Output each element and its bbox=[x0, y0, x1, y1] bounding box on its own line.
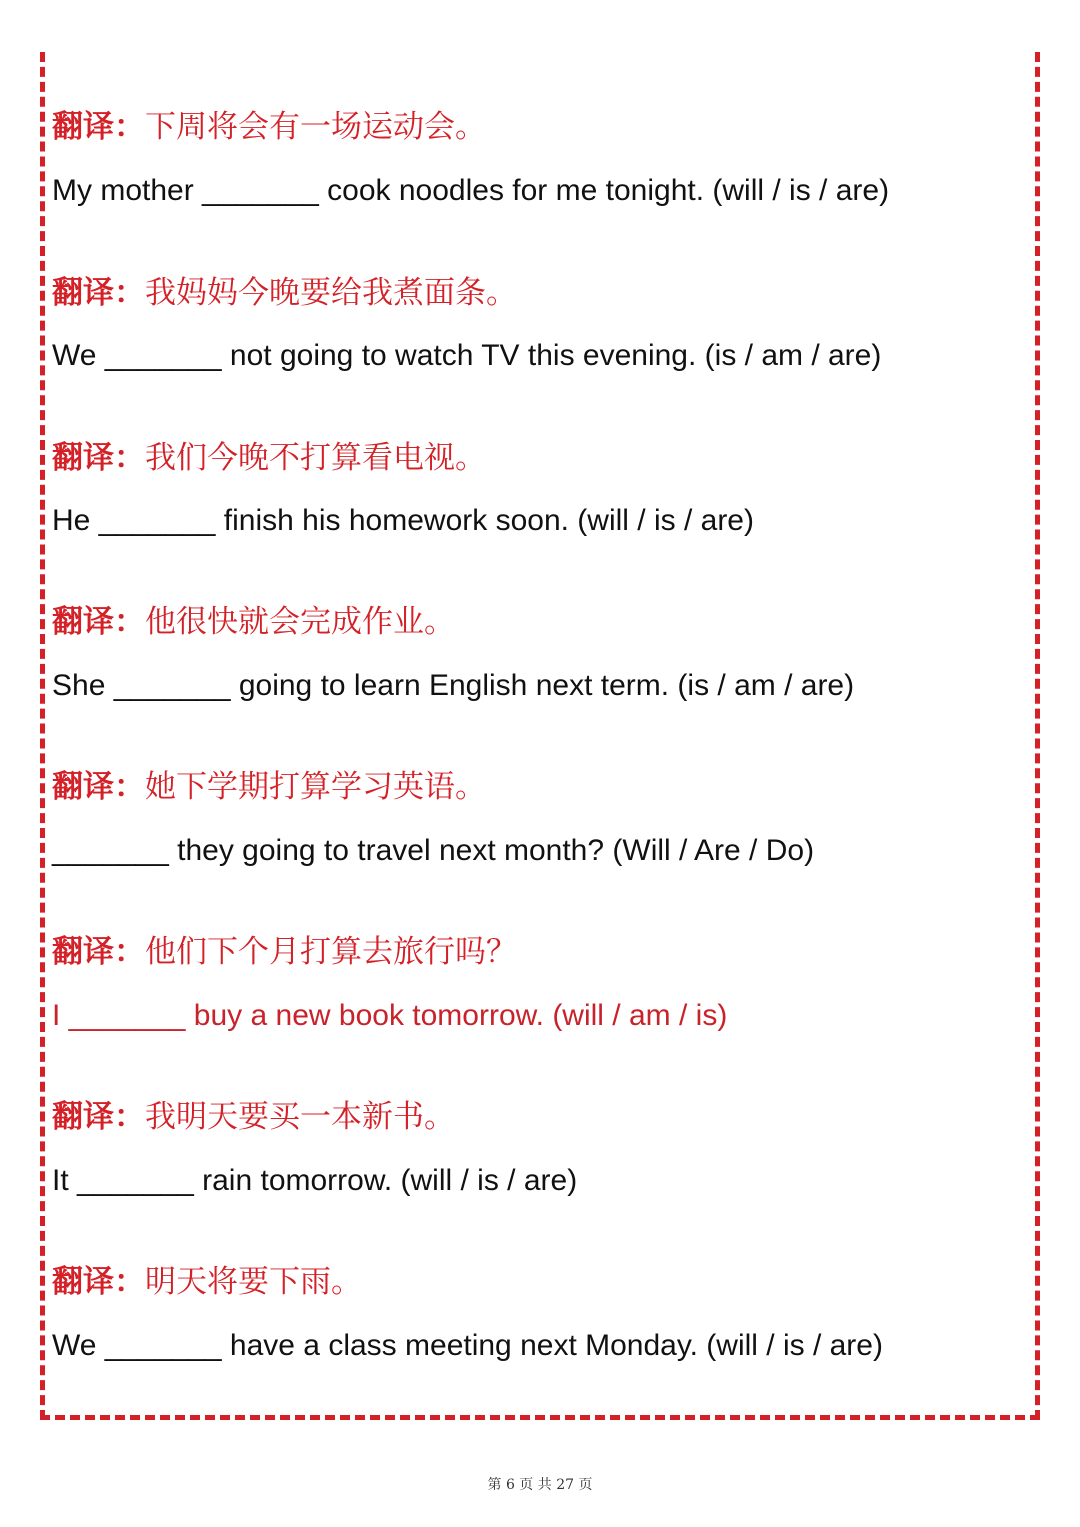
translation-line-2 bbox=[52, 277, 517, 308]
page-number-footer: 第 6 页 共 27 页 bbox=[487, 1477, 593, 1493]
exercise-sentence-8: We _______ have a class meeting next Monday. (will / is / are) bbox=[52, 1329, 883, 1362]
exercise-sentence-6: I _______ buy a new book tomorrow. (will / am / is) bbox=[52, 999, 728, 1032]
exercise-sentence-5: _______ they going to travel next month? (Will / Are / Do) bbox=[52, 834, 815, 867]
translation-text: 她下学期打算学习英语。 bbox=[145, 769, 486, 804]
dashed-border-frame bbox=[40, 52, 1040, 1420]
translation-text: 我妈妈今晚要给我煮面条。 bbox=[145, 275, 517, 310]
exercise-sentence-7: It _______ rain tomorrow. (will / is / are) bbox=[52, 1164, 578, 1197]
translation-text: 他们下个月打算去旅行吗？ bbox=[145, 934, 517, 969]
translation-label: 翻译： bbox=[52, 440, 145, 475]
translation-label: 翻译： bbox=[52, 1099, 145, 1134]
translation-text: 我明天要买一本新书。 bbox=[145, 1099, 455, 1134]
translation-text: 明天将要下雨。 bbox=[145, 1264, 362, 1299]
exercise-sentence-2: We _______ not going to watch TV this evening. (is / am / are) bbox=[52, 339, 882, 372]
translation-label: 翻译： bbox=[52, 275, 145, 310]
translation-line-5 bbox=[52, 771, 486, 802]
translation-line-3 bbox=[52, 442, 486, 473]
translation-text: 我们今晚不打算看电视。 bbox=[145, 440, 486, 475]
translation-line-1 bbox=[52, 111, 486, 142]
translation-label: 翻译： bbox=[52, 1264, 145, 1299]
translation-text: 下周将会有一场运动会。 bbox=[145, 109, 486, 144]
translation-line-7 bbox=[52, 1101, 455, 1132]
translation-label: 翻译： bbox=[52, 109, 145, 144]
exercise-sentence-4: She _______ going to learn English next term. (is / am / are) bbox=[52, 669, 855, 702]
translation-label: 翻译： bbox=[52, 934, 145, 969]
translation-label: 翻译： bbox=[52, 769, 145, 804]
translation-line-8 bbox=[52, 1266, 362, 1297]
exercise-sentence-3: He _______ finish his homework soon. (will / is / are) bbox=[52, 504, 754, 537]
translation-line-4 bbox=[52, 606, 455, 637]
exercise-sentence-1: My mother _______ cook noodles for me tonight. (will / is / are) bbox=[52, 174, 890, 207]
translation-text: 他很快就会完成作业。 bbox=[145, 604, 455, 639]
translation-label: 翻译： bbox=[52, 604, 145, 639]
translation-line-6 bbox=[52, 936, 517, 967]
